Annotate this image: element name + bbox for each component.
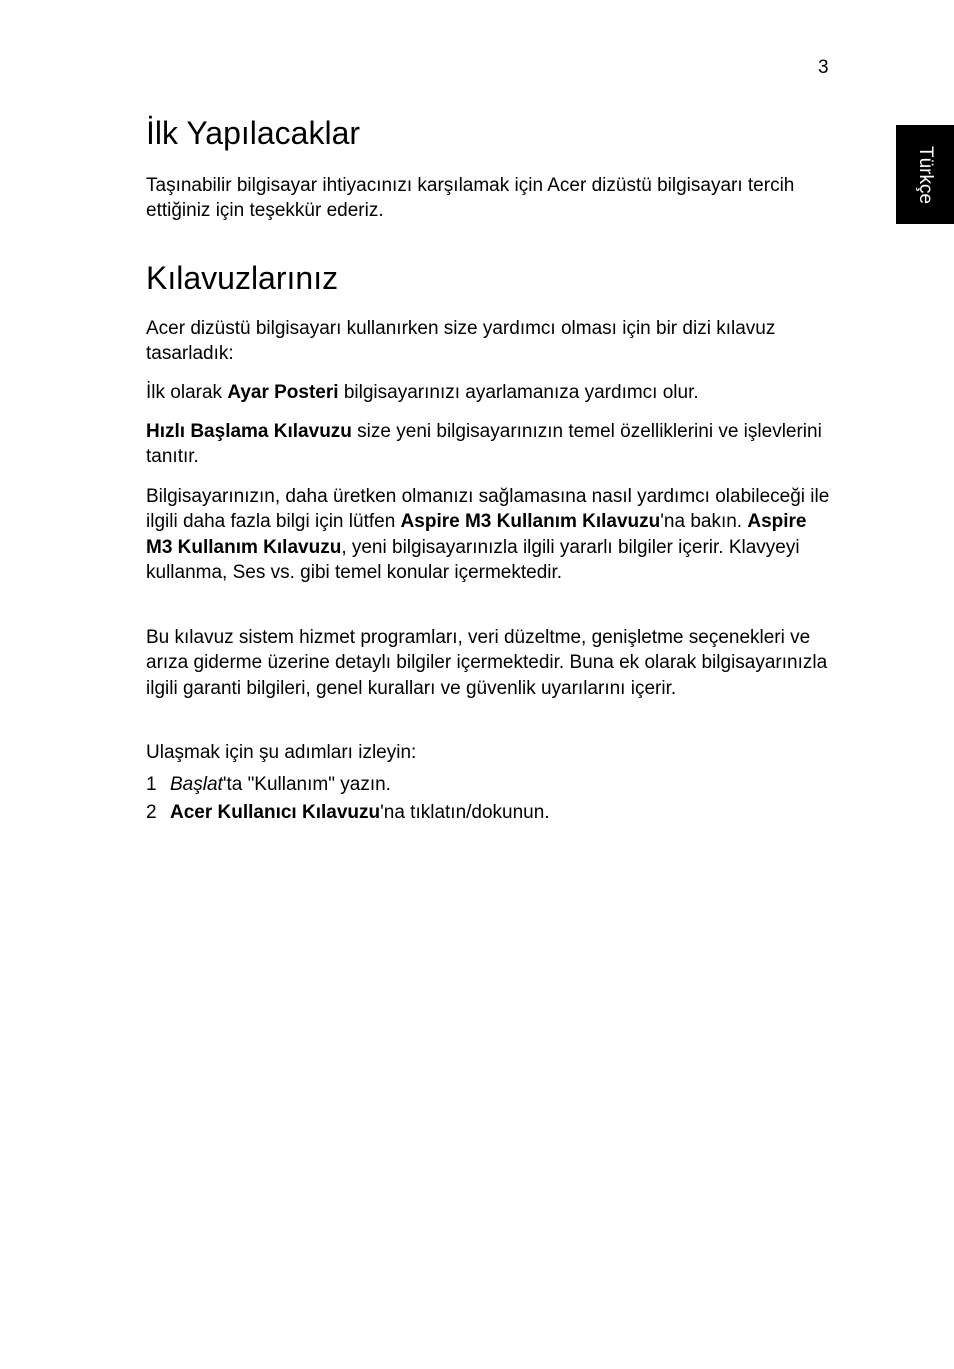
step-1-text: 'ta "Kullanım" yazın. (222, 774, 391, 795)
setup-poster-paragraph (146, 380, 836, 405)
step-1-number: 1 (146, 774, 157, 795)
setup-poster-pre: İlk olarak (146, 382, 228, 403)
user-manual-paragraph (146, 484, 836, 585)
section-title-first-steps: İlk Yapılacaklar (146, 115, 361, 151)
quick-start-post: size yeni bilgisayarınızın temel özelliklerini ve işlevlerini tanıtır. (146, 421, 822, 468)
step-1-start: Başlat (170, 774, 223, 795)
user-manual-pre: Bilgisayarınızın, daha üretken olmanızı sağlamasına nasıl yardımcı olabileceği ile ilgili daha fazla bilgi için lütfen (146, 486, 830, 533)
user-manual-name-2: Aspire M3 Kullanım Kılavuzu (146, 511, 807, 558)
language-tab-label: Türkçe (915, 145, 936, 204)
user-manual-mid: 'na bakın. (660, 511, 748, 533)
access-steps-intro: Ulaşmak için şu adımları izleyin: (146, 742, 417, 763)
guides-paragraph: Acer dizüstü bilgisayarı kullanırken size yardımcı olması için bir dizi kılavuz tasarladık: (146, 318, 776, 365)
step-2-number: 2 (146, 802, 157, 823)
setup-poster-name: Ayar Posteri (227, 382, 339, 403)
user-manual-name-1: Aspire M3 Kullanım Kılavuzu (400, 511, 661, 533)
section-title-guides: Kılavuzlarınız (146, 260, 339, 296)
setup-poster-post: bilgisayarınızı ayarlamanıza yardımcı olur. (338, 382, 699, 403)
step-1 (146, 772, 391, 797)
quick-start-paragraph (146, 419, 836, 470)
step-2-guide-name: Acer Kullanıcı Kılavuzu (170, 802, 381, 823)
intro-paragraph: Taşınabilir bilgisayar ihtiyacınızı karşılamak için Acer dizüstü bilgisayarı tercih ettiğiniz için teşekkür ederiz. (146, 175, 795, 222)
quick-start-guide-name: Hızlı Başlama Kılavuzu (146, 421, 352, 442)
step-2 (146, 800, 550, 825)
manual-contents-paragraph: Bu kılavuz sistem hizmet programları, veri düzeltme, genişletme seçenekleri ve arıza giderme üzerine detaylı bilgiler içermektedir. Buna ek olarak bilgisayarınızla ilgili garanti bilgileri, genel kuralları ve güvenlik uyarılarını içerir. (146, 627, 828, 699)
page-number: 3 (818, 57, 829, 78)
language-tab (896, 125, 954, 224)
step-2-text: 'na tıklatın/dokunun. (380, 802, 550, 823)
user-manual-post: , yeni bilgisayarınızla ilgili yararlı bilgiler içerir. Klavyeyi kullanma, Ses vs. gibi temel konular içermektedir. (146, 536, 800, 583)
